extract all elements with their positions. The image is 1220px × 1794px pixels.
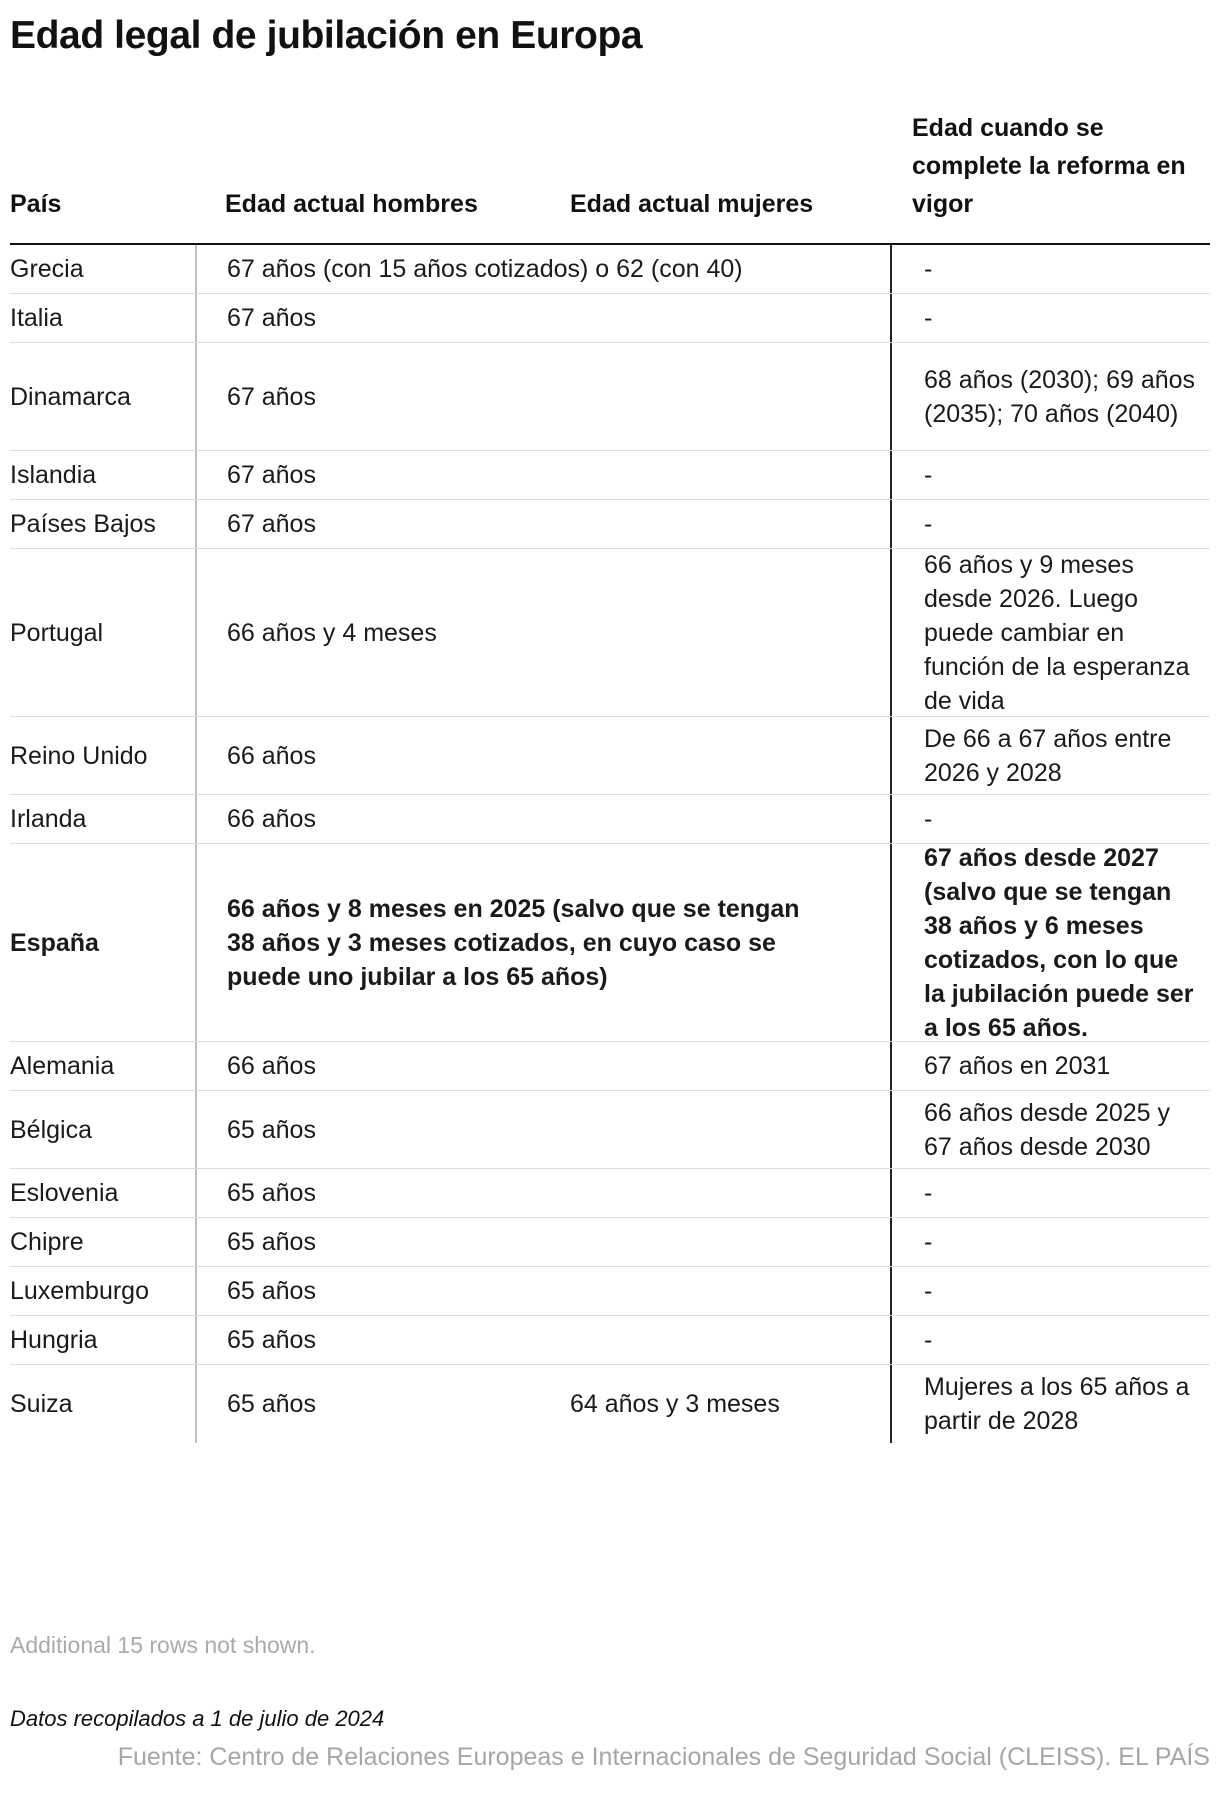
cell-reform: 66 años y 9 meses desde 2026. Luego puede cambiar en función de la esperanza de vida <box>890 549 1210 716</box>
cell-reform: - <box>890 451 1210 499</box>
cell-country: Chipre <box>10 1228 84 1256</box>
cell-women <box>570 1267 890 1315</box>
cell-reform: - <box>890 245 1210 293</box>
cell-women <box>570 500 890 548</box>
cell-country: Islandia <box>10 461 97 489</box>
table-body <box>10 245 1210 1443</box>
cell-women: 64 años y 3 meses <box>570 1390 780 1418</box>
table-row <box>10 343 1210 451</box>
cell-women <box>570 1091 890 1168</box>
cell-men: 67 años <box>195 500 540 548</box>
cell-country: Grecia <box>10 255 84 283</box>
cell-men: 66 años <box>195 1042 540 1090</box>
cell-country: Luxemburgo <box>10 1277 149 1305</box>
table-row <box>10 549 1210 717</box>
table-row <box>10 1218 1210 1267</box>
cell-country: Portugal <box>10 618 104 647</box>
cell-women <box>570 343 890 450</box>
table-row <box>10 1042 1210 1091</box>
cell-reform: 67 años desde 2027 (salvo que se tengan 38 años y 6 meses cotizados, con lo que la jubilación puede ser a los 65 años. <box>890 844 1210 1041</box>
table-row <box>10 717 1210 795</box>
table-row <box>10 294 1210 343</box>
table-row <box>10 1091 1210 1169</box>
cell-women <box>570 717 890 794</box>
cell-reform: - <box>890 500 1210 548</box>
cell-country: Países Bajos <box>10 510 156 538</box>
cell-reform: - <box>890 1169 1210 1217</box>
cell-women <box>570 1218 890 1266</box>
cell-men: 65 años <box>195 1169 540 1217</box>
cell-country: Hungria <box>10 1326 98 1354</box>
cell-reform: 68 años (2030); 69 años (2035); 70 años (2040) <box>890 343 1210 450</box>
cell-men: 65 años <box>195 1316 540 1364</box>
page-title: Edad legal de jubilación en Europa <box>10 14 643 57</box>
cell-men: 66 años y 4 meses <box>195 549 540 716</box>
cell-reform: - <box>890 294 1210 342</box>
cell-country: Irlanda <box>10 805 87 833</box>
cell-men: 67 años <box>195 343 540 450</box>
cell-women <box>570 1316 890 1364</box>
cell-reform: 67 años en 2031 <box>890 1042 1210 1090</box>
table-row <box>10 1316 1210 1365</box>
cell-reform: Mujeres a los 65 años a partir de 2028 <box>890 1365 1210 1443</box>
cell-country: Suiza <box>10 1390 73 1418</box>
cell-men: 66 años <box>195 717 540 794</box>
cell-men: 67 años <box>195 294 540 342</box>
cell-reform: - <box>890 1218 1210 1266</box>
cell-women <box>570 549 890 716</box>
cell-country: Eslovenia <box>10 1179 119 1207</box>
cell-men: 67 años <box>195 451 540 499</box>
cell-reform: 66 años desde 2025 y 67 años desde 2030 <box>890 1091 1210 1168</box>
cell-women <box>570 1169 890 1217</box>
table-row <box>10 1365 1210 1443</box>
cell-women <box>570 294 890 342</box>
cell-men: 65 años <box>195 1218 540 1266</box>
cell-reform: - <box>890 1267 1210 1315</box>
cell-men: 67 años (con 15 años cotizados) o 62 (con 40) <box>195 245 890 293</box>
source-credit: Fuente: Centro de Relaciones Europeas e Internacionales de Seguridad Social (CLEISS). EL PAÍS <box>117 1743 1210 1771</box>
table-row <box>10 500 1210 549</box>
column-header-men[interactable]: Edad actual hombres <box>225 190 478 218</box>
column-header-women[interactable]: Edad actual mujeres <box>570 190 814 218</box>
cell-men: 65 años <box>195 1091 540 1168</box>
table-row <box>10 1267 1210 1316</box>
data-date-note: Datos recopilados a 1 de julio de 2024 <box>10 1706 385 1731</box>
table-row <box>10 245 1210 294</box>
table-row <box>10 451 1210 500</box>
column-header-reform[interactable]: Edad cuando se complete la reforma en vigor <box>912 114 1186 218</box>
cell-reform: De 66 a 67 años entre 2026 y 2028 <box>890 717 1210 794</box>
table-row-highlighted <box>10 844 1210 1042</box>
table-row <box>10 1169 1210 1218</box>
cell-women <box>570 795 890 843</box>
cell-women <box>570 451 890 499</box>
cell-country: Alemania <box>10 1052 115 1080</box>
cell-men: 66 años <box>195 795 540 843</box>
cell-country: Italia <box>10 304 63 332</box>
cell-country: Bélgica <box>10 1115 92 1144</box>
cell-men: 65 años <box>195 1365 540 1443</box>
table-header <box>10 110 1210 245</box>
table-row <box>10 795 1210 844</box>
cell-men: 65 años <box>195 1267 540 1315</box>
cell-country: Reino Unido <box>10 741 148 770</box>
cell-reform: - <box>890 795 1210 843</box>
cell-reform: - <box>890 1316 1210 1364</box>
cell-men: 66 años y 8 meses en 2025 (salvo que se tengan 38 años y 3 meses cotizados, en cuyo caso se puede uno jubilar a los 65 años) <box>195 844 890 1041</box>
cell-women <box>570 1042 890 1090</box>
cell-country: España <box>10 928 99 957</box>
column-header-country[interactable]: País <box>10 190 62 218</box>
cell-country: Dinamarca <box>10 382 131 411</box>
rows-hidden-note: Additional 15 rows not shown. <box>10 1632 316 1658</box>
